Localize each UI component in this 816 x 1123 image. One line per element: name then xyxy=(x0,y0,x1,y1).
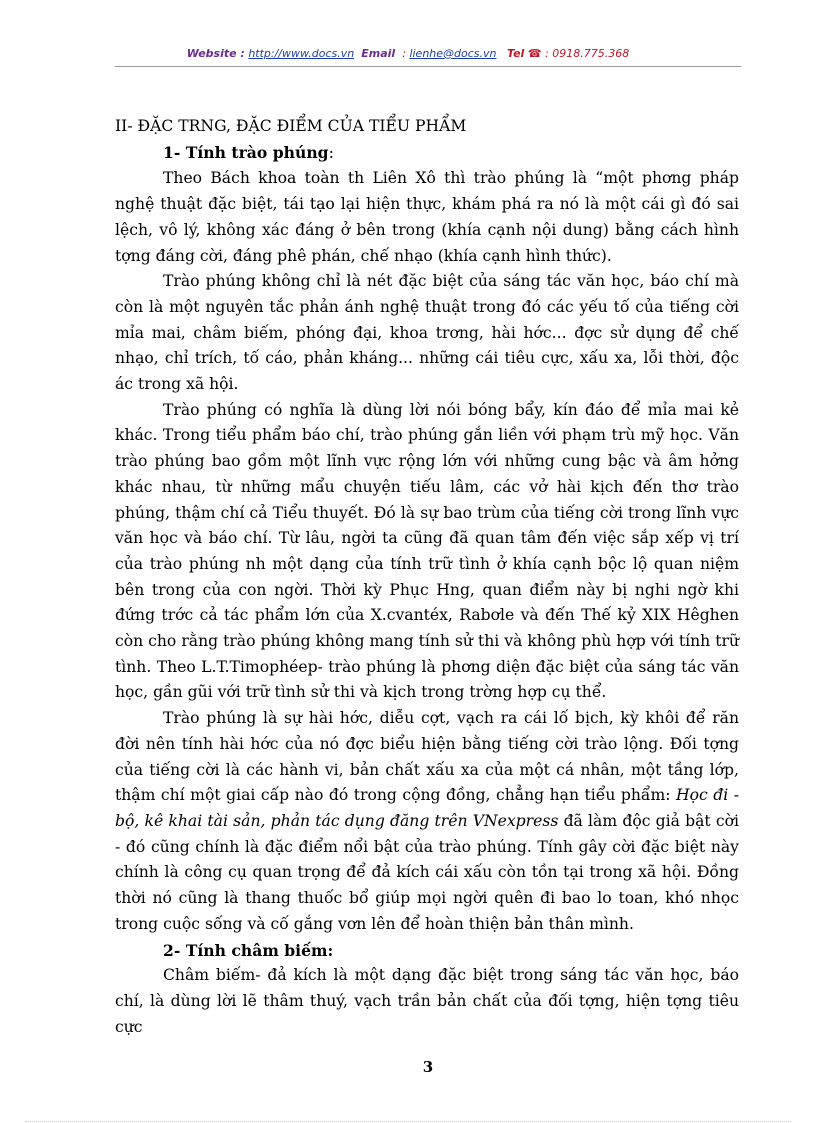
paragraph-4 xyxy=(115,706,739,937)
subsection-2-title: 2- Tính châm biếm: xyxy=(163,940,334,960)
phone-number: : 0918.775.368 xyxy=(545,47,630,60)
website-label: Website : xyxy=(186,47,245,60)
paragraph-1: Theo Bách khoa toàn th Liên Xô thì trào phúng là “một phơng pháp nghệ thuật đặc biệt, tái tạo lại hiện thực, khám phá ra nó là một cái gì đó sai lệch, vô lý, không xác đáng ở bên trong (khía cạnh nội dung) bằng cách hình tợng đáng cời, đáng phê phán, chế nhạo (khía cạnh hình thức). xyxy=(115,169,739,265)
paragraph-5: Châm biếm- đả kích là một dạng đặc biệt trong sáng tác văn học, báo chí, là dùng lời lẽ thâm thuý, vạch trần bản chất của đối tợng, hiện tợng tiêu cực xyxy=(115,966,739,1036)
header-divider xyxy=(115,66,741,67)
page-bottom-border xyxy=(25,1121,791,1122)
phone-icon: ☎ xyxy=(527,47,542,60)
section-title: II- ĐẶC TRNG, ĐẶC ĐIỂM CỦA TIỂU PHẨM xyxy=(115,117,467,135)
subsection-1-heading xyxy=(115,140,739,167)
document-body xyxy=(115,114,739,1040)
tel-label: Tel xyxy=(507,47,525,60)
website-link[interactable]: http://www.docs.vn xyxy=(248,47,355,60)
email-link[interactable]: lienhe@docs.vn xyxy=(409,47,497,60)
page-number: 3 xyxy=(422,1058,434,1076)
email-colon: : xyxy=(402,47,406,60)
paragraph-4-part-a: Trào phúng là sự hài hớc, diễu cợt, vạch ra cái lố bịch, kỳ khôi để răn đời nên tính hài hớc của nó đợc biểu hiện bằng tiếng cời trào lộng. Đối tợng của tiếng cời là các hành vi, bản chất xấu xa của một cá nhân, một tầng lớp, thậm chí một giai cấp nào đó trong cộng đồng, chẳng hạn tiểu phẩm: xyxy=(115,709,739,805)
page-header xyxy=(0,47,816,60)
paragraph-2: Trào phúng không chỉ là nét đặc biệt của sáng tác văn học, báo chí mà còn là một nguyên tắc phản ánh nghệ thuật trong đó các yếu tố của tiếng cời mỉa mai, châm biếm, phóng đại, khoa trơng, hài hớc... đợc sử dụng để chế nhạo, chỉ trích, tố cáo, phản kháng... những cái tiêu cực, xấu xa, lỗi thời, độc ác trong xã hội. xyxy=(115,272,739,394)
subsection-1-title: 1- Tính trào phúng xyxy=(163,142,329,162)
subsection-1-colon: : xyxy=(328,143,334,162)
paragraph-4-italic: Học đi - bộ, kê khai tài sản, phản tác dụng đăng trên VNexpress xyxy=(115,786,739,830)
paragraph-3: Trào phúng có nghĩa là dùng lời nói bóng bẩy, kín đáo để mỉa mai kẻ khác. Trong tiểu phẩm báo chí, trào phúng gắn liền với phạm trù mỹ học. Văn trào phúng bao gồm một lĩnh vực rộng lớn với những cung bậc và âm hởng khác nhau, từ những mẩu chuyện tiếu lâm, các vở hài kịch đến thơ trào phúng, thậm chí cả Tiểu thuyết. Đó là sự bao trùm của tiếng cời trong lĩnh vực văn học và báo chí. Từ lâu, ngời ta cũng đã quan tâm đến việc sắp xếp vị trí của trào phúng nh một dạng của tính trữ tình ở khía cạnh bộc lộ quan niệm bên trong của con ngời. Thời kỳ Phục Hng, quan điểm này bị nghi ngờ khi đứng trớc cả tác phẩm lớn của X.cvantéx, Rabơle và đến Thế kỷ XIX Hêghen còn cho rằng trào phúng không mang tính sử thi và không phù hợp với tính trữ tình. Theo L.T.Timophéep- trào phúng là phơng diện đặc biệt của sáng tác văn học, gần gũi với trữ tình sử thi và kịch trong trờng hợp cụ thể. xyxy=(115,400,739,702)
email-label: Email xyxy=(361,47,396,60)
paragraph-4-part-b: đã làm độc giả bật cời - đó cũng chính là đặc điểm nổi bật của trào phúng. Tính gây cời đặc biệt này chính là công cụ quan trọng để đả kích cái xấu còn tồn tại trong xã hội. Đồng thời nó cũng là thang thuốc bổ giúp mọi ngời quên đi bao lo toan, khó nhọc trong cuộc sống và cố gắng vơn lên để hoàn thiện bản thân mình. xyxy=(115,811,739,933)
